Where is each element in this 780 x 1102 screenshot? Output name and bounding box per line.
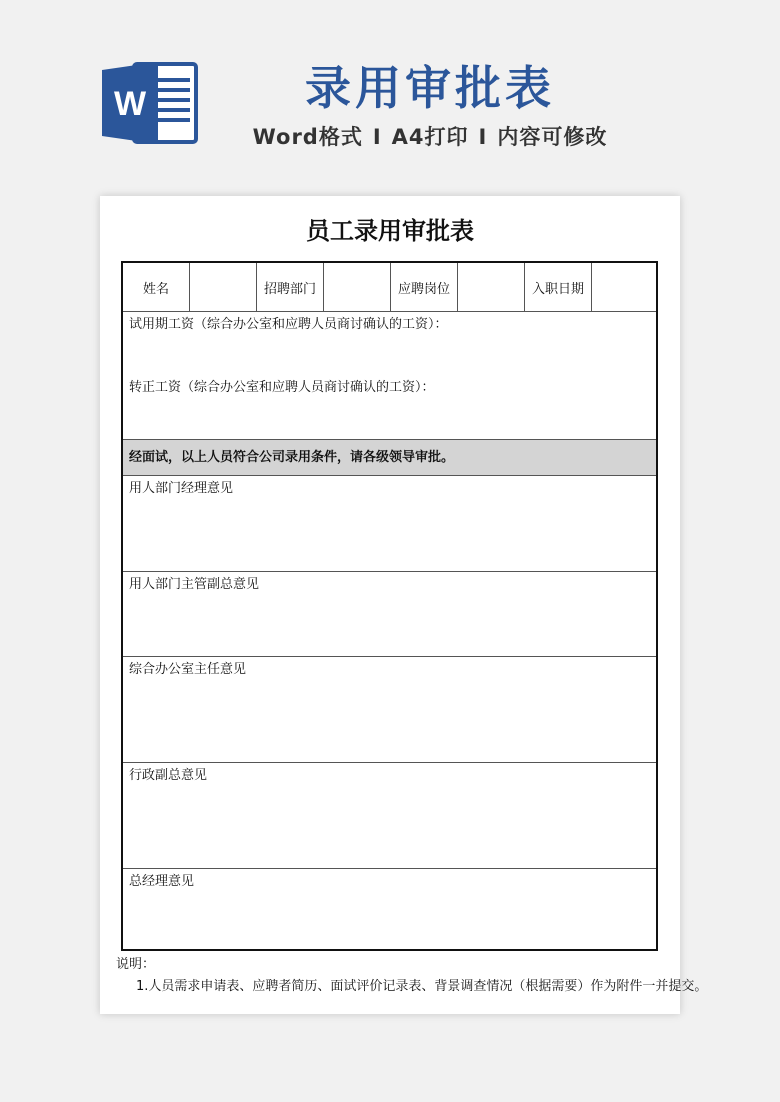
subtitle-format: Word格式	[252, 125, 363, 149]
name-value-cell[interactable]	[190, 263, 257, 311]
explanation-item: 1.人员需求申请表、应聘者简历、面试评价记录表、背景调查情况（根据需要）作为附件一并提交。	[136, 979, 708, 994]
subtitle-separator: I	[372, 125, 382, 149]
position-value-cell[interactable]	[458, 263, 525, 311]
opinion-dept-manager[interactable]	[123, 476, 656, 572]
basic-info-row	[123, 263, 656, 312]
salary-row[interactable]	[123, 312, 656, 440]
regular-salary-label: 转正工资（综合办公室和应聘人员商讨确认的工资）：	[129, 380, 435, 395]
department-label: 招聘部门	[257, 263, 324, 311]
document-page	[100, 196, 708, 1014]
position-label: 应聘岗位	[391, 263, 458, 311]
subtitle-separator: I	[478, 125, 488, 149]
banner-title: 录用审批表	[305, 61, 555, 115]
department-value-cell[interactable]	[324, 263, 391, 311]
word-logo-icon	[100, 58, 200, 148]
subtitle-print: A4打印	[391, 125, 469, 149]
interview-note: 经面试，以上人员符合公司录用条件，请各级领导审批。	[129, 450, 455, 465]
approval-form-table	[121, 261, 658, 951]
probation-salary-label: 试用期工资（综合办公室和应聘人员商讨确认的工资）：	[129, 317, 448, 332]
opinion-label: 用人部门主管副总意见	[129, 577, 260, 592]
entry-date-value-cell[interactable]	[592, 263, 656, 311]
explanation-heading: 说明：	[116, 957, 156, 972]
opinion-office-director[interactable]	[123, 657, 656, 763]
opinion-general-manager[interactable]	[123, 869, 656, 949]
subtitle-editable: 内容可修改	[497, 125, 608, 149]
name-label: 姓名	[123, 263, 190, 311]
opinion-label: 总经理意见	[129, 874, 195, 889]
logo-letter: W	[113, 85, 147, 123]
opinion-label: 综合办公室主任意见	[129, 662, 247, 677]
banner-subtitle	[230, 122, 630, 152]
opinion-label: 行政副总意见	[129, 768, 208, 783]
opinion-dept-vp[interactable]	[123, 572, 656, 657]
form-title: 员工录用审批表	[306, 217, 474, 245]
opinion-label: 用人部门经理意见	[129, 481, 234, 496]
interview-note-row	[123, 440, 656, 476]
entry-date-label: 入职日期	[525, 263, 592, 311]
opinion-admin-vp[interactable]	[123, 763, 656, 869]
